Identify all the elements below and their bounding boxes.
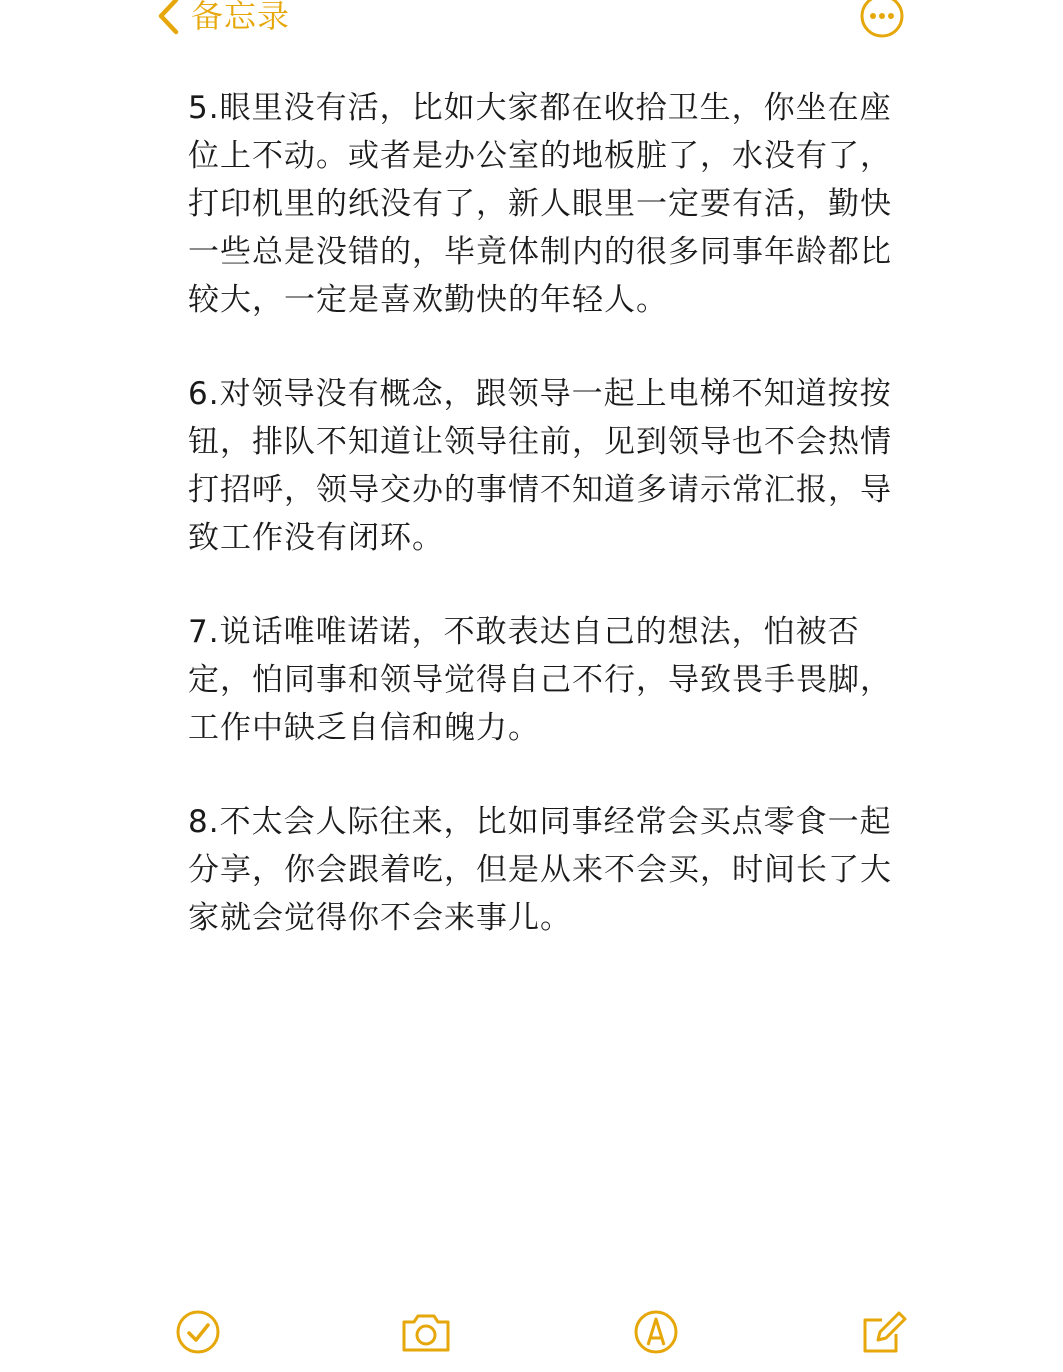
- markup-button[interactable]: [628, 1304, 684, 1360]
- camera-button[interactable]: [398, 1304, 454, 1360]
- chevron-left-icon: [155, 0, 181, 36]
- back-label: 备忘录: [191, 0, 291, 35]
- note-paragraph: 6.对领导没有概念，跟领导一起上电梯不知道按按钮，排队不知道让领导往前，见到领导也不会热情打招呼，领导交办的事情不知道多请示常汇报，导致工作没有闭环。: [188, 376, 892, 556]
- more-options-button[interactable]: [859, 0, 905, 39]
- back-button[interactable]: [155, 0, 290, 38]
- note-content[interactable]: [188, 84, 908, 988]
- ellipsis-circle-icon: [859, 24, 905, 43]
- note-paragraph: 7.说话唯唯诺诺，不敢表达自己的想法，怕被否定，怕同事和领导觉得自己不行，导致畏手畏脚，工作中缺乏自信和魄力。: [188, 614, 892, 746]
- checklist-icon: [170, 1304, 226, 1360]
- checklist-button[interactable]: [170, 1304, 226, 1360]
- note-paragraph: 5.眼里没有活，比如大家都在收拾卫生，你坐在座位上不动。或者是办公室的地板脏了，水没有了，打印机里的纸没有了，新人眼里一定要有活，勤快一些总是没错的，毕竟体制内的很多同事年龄都比较大，一定是喜欢勤快的年轻人。: [188, 90, 892, 318]
- camera-icon: [398, 1304, 454, 1360]
- bottom-toolbar: [0, 1300, 1063, 1364]
- navigation-bar: [0, 0, 1063, 50]
- compose-button[interactable]: [856, 1304, 912, 1360]
- compose-icon: [856, 1304, 912, 1360]
- note-paragraph: 8.不太会人际往来，比如同事经常会买点零食一起分享，你会跟着吃，但是从来不会买，时间长了大家就会觉得你不会来事儿。: [188, 804, 892, 936]
- markup-pen-icon: [628, 1304, 684, 1360]
